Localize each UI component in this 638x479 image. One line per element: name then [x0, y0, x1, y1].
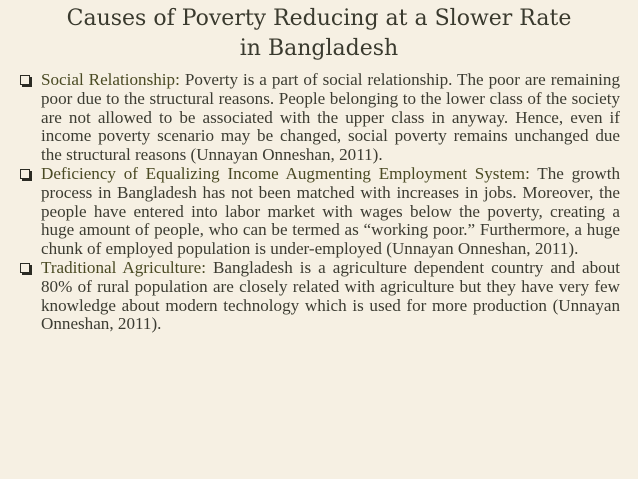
bullet-text: Bangladesh is a agriculture dependent country and about 80% of rural population are closely related with agriculture but they have very few knowledge about modern technology which is used for more production (Unnayan Onneshan, 2011). [41, 257, 620, 334]
bullet-paragraph [41, 71, 620, 165]
bullet-paragraph [41, 259, 620, 334]
slide-title-line-1: Causes of Poverty Reducing at a Slower Rate [66, 6, 572, 31]
bullet-heading: Deficiency of Equalizing Income Augmenting Employment System: [41, 163, 530, 183]
bullet-paragraph [41, 165, 620, 259]
bullet-item-social-relationship [20, 71, 620, 165]
bullet-text: The growth process in Bangladesh has not been matched with increases in jobs. Moreover, the people have entered into labor market with wages below the poverty, creating a huge amount of people, who can be termed as “working poor.” Furthermore, a huge chunk of employed population is under-employed (Unnayan Onneshan, 2011). [41, 163, 621, 259]
checkbox-square-icon [20, 169, 30, 179]
bullet-item-traditional-agriculture [20, 259, 620, 334]
checkbox-square-icon [20, 263, 30, 273]
bullet-list [20, 71, 620, 334]
bullet-heading: Social Relationship: [41, 70, 180, 89]
slide-title-line-2: in Bangladesh [239, 36, 399, 61]
bullet-item-deficiency-employment [20, 165, 620, 259]
bullet-text: Poverty is a part of social relationship. The poor are remaining poor due to the structural reasons. People belonging to the lower class of the society are not allowed to be associated with the upper class in anyway. Hence, even if income poverty scenario may be changed, social poverty remains unchanged due the structural reasons (Unnayan Onneshan, 2011). [41, 70, 620, 165]
bullet-heading: Traditional Agriculture: [41, 257, 206, 277]
slide-title [0, 4, 638, 64]
checkbox-square-icon [20, 75, 30, 85]
